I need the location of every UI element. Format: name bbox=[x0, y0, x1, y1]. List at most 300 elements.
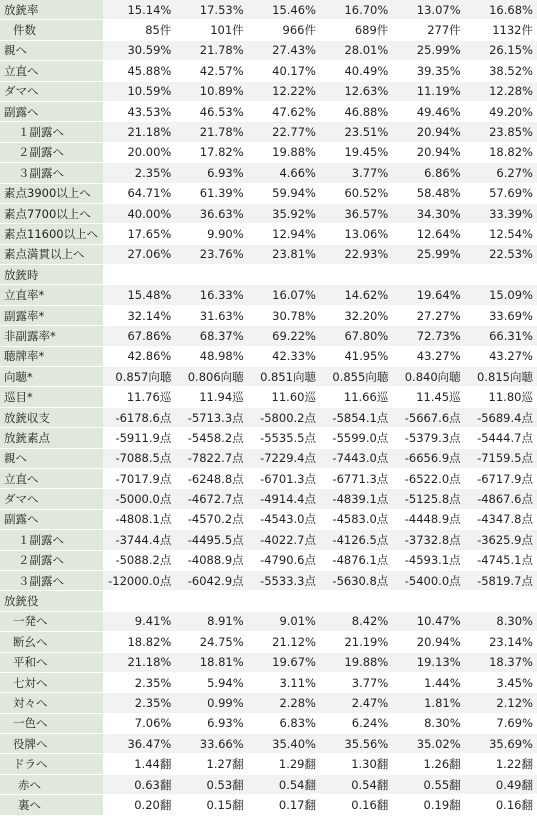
table-cell: 7.06% bbox=[134, 716, 172, 731]
table-row bbox=[0, 489, 537, 509]
table-cell: 21.78% bbox=[199, 43, 244, 58]
table-cell: 43.53% bbox=[127, 104, 172, 119]
table-cell bbox=[103, 265, 175, 284]
table-cell: 19.88% bbox=[344, 655, 389, 670]
table-row bbox=[0, 673, 537, 693]
table-cell: -4583.0点 bbox=[332, 512, 389, 527]
table-cell: 30.59% bbox=[127, 43, 172, 58]
table-cell: 36.57% bbox=[344, 206, 389, 221]
table-cell: -4088.9点 bbox=[187, 553, 244, 568]
table-cell: 23.51% bbox=[344, 125, 389, 140]
table-cell: -5444.7点 bbox=[477, 430, 533, 445]
table-row bbox=[0, 571, 537, 591]
table-cell: 21.12% bbox=[272, 634, 316, 649]
table-cell: 101件 bbox=[210, 23, 244, 38]
table-cell: -4022.7点 bbox=[260, 532, 316, 547]
table-cell: 0.63翻 bbox=[134, 777, 172, 792]
table-cell: 60.52% bbox=[344, 186, 389, 201]
table-cell: 31.63% bbox=[199, 308, 244, 323]
table-cell: 21.78% bbox=[199, 125, 244, 140]
table-cell: 17.65% bbox=[127, 226, 172, 241]
row-label: 平和へ bbox=[0, 653, 103, 672]
table-cell: -4570.2点 bbox=[187, 512, 244, 527]
table-cell: 11.76巡 bbox=[126, 390, 172, 405]
table-cell bbox=[320, 265, 392, 284]
table-cell: -4867.6点 bbox=[477, 492, 533, 507]
table-cell: -4672.7点 bbox=[187, 492, 244, 507]
table-cell: 1.29翻 bbox=[278, 757, 316, 772]
table-cell: 35.69% bbox=[489, 736, 533, 751]
row-label: 断幺へ bbox=[0, 632, 103, 651]
row-label: 放銃率 bbox=[0, 0, 103, 19]
table-cell: 5.94% bbox=[207, 675, 244, 690]
table-cell: 58.48% bbox=[416, 186, 461, 201]
table-row bbox=[0, 163, 537, 183]
table-cell: -12000.0点 bbox=[108, 573, 172, 588]
table-cell: 9.90% bbox=[207, 226, 244, 241]
row-label: 副露へ bbox=[0, 510, 103, 529]
table-cell: 0.16翻 bbox=[495, 797, 533, 812]
table-cell: 2.28% bbox=[279, 695, 316, 710]
table-cell: 42.86% bbox=[127, 349, 172, 364]
table-cell: -6248.8点 bbox=[187, 471, 244, 486]
table-cell: -6522.0点 bbox=[404, 471, 461, 486]
row-label: 七対へ bbox=[0, 673, 103, 692]
row-label: 一色へ bbox=[0, 714, 103, 733]
table-cell: 0.54翻 bbox=[351, 777, 389, 792]
table-cell: 15.09% bbox=[489, 288, 533, 303]
table-cell: 61.39% bbox=[199, 186, 244, 201]
table-cell: -4347.8点 bbox=[477, 512, 533, 527]
table-cell: -5800.2点 bbox=[260, 410, 316, 425]
table-cell: 46.53% bbox=[199, 104, 244, 119]
table-cell: -4914.4点 bbox=[260, 492, 316, 507]
table-cell: -5667.6点 bbox=[404, 410, 461, 425]
row-label: 件数 bbox=[0, 20, 103, 39]
table-cell: 7.69% bbox=[496, 716, 533, 731]
table-cell: -7159.5点 bbox=[477, 451, 533, 466]
table-cell: 10.89% bbox=[199, 84, 244, 99]
table-row bbox=[0, 0, 537, 20]
table-cell: 12.28% bbox=[489, 84, 533, 99]
table-cell: 18.81% bbox=[199, 655, 244, 670]
table-cell: 3.45% bbox=[496, 675, 533, 690]
table-cell: 1.81% bbox=[424, 695, 461, 710]
table-row bbox=[0, 245, 537, 265]
table-cell: 17.53% bbox=[199, 2, 244, 17]
table-cell: 966件 bbox=[282, 23, 316, 38]
table-row bbox=[0, 612, 537, 632]
row-label: ダマへ bbox=[0, 82, 103, 101]
table-cell: 8.30% bbox=[424, 716, 461, 731]
table-cell: 0.851向聴 bbox=[260, 369, 316, 384]
table-cell: 67.80% bbox=[344, 328, 389, 343]
row-label: 副露へ bbox=[0, 102, 103, 121]
table-cell: 10.47% bbox=[416, 614, 461, 629]
row-label: ドラへ bbox=[0, 754, 103, 773]
row-label: 放銃収支 bbox=[0, 408, 103, 427]
table-row bbox=[0, 143, 537, 163]
table-cell: -5125.8点 bbox=[404, 492, 461, 507]
row-label: １副露へ bbox=[0, 122, 103, 141]
table-cell: 8.30% bbox=[496, 614, 533, 629]
table-cell: 10.59% bbox=[127, 84, 172, 99]
row-label: 向聴* bbox=[0, 367, 103, 386]
table-cell: 32.20% bbox=[344, 308, 389, 323]
table-row bbox=[0, 82, 537, 102]
table-cell: 40.49% bbox=[344, 63, 389, 78]
table-cell: -7443.0点 bbox=[332, 451, 389, 466]
table-cell: 0.19翻 bbox=[423, 797, 461, 812]
table-cell: -6771.3点 bbox=[332, 471, 389, 486]
table-cell: 6.83% bbox=[279, 716, 316, 731]
table-cell: 16.68% bbox=[489, 2, 533, 17]
table-cell: 1.26翻 bbox=[423, 757, 461, 772]
table-row bbox=[0, 122, 537, 142]
table-cell: 25.99% bbox=[416, 43, 461, 58]
table-cell: 16.07% bbox=[272, 288, 316, 303]
table-row bbox=[0, 184, 537, 204]
row-label: 聴牌率* bbox=[0, 347, 103, 366]
row-label: 一発へ bbox=[0, 612, 103, 631]
table-cell: 1132件 bbox=[492, 23, 533, 38]
table-row bbox=[0, 714, 537, 734]
table-cell: 40.17% bbox=[272, 63, 316, 78]
table-cell: 8.91% bbox=[207, 614, 244, 629]
table-cell: -4790.6点 bbox=[260, 553, 316, 568]
table-row bbox=[0, 347, 537, 367]
row-label: ３副露へ bbox=[0, 571, 103, 590]
table-cell bbox=[175, 591, 247, 610]
table-cell: 19.64% bbox=[416, 288, 461, 303]
table-cell: -4839.1点 bbox=[332, 492, 389, 507]
table-cell: 40.00% bbox=[127, 206, 172, 221]
table-cell: 13.07% bbox=[416, 2, 461, 17]
table-cell: 33.39% bbox=[489, 206, 533, 221]
row-label: 対々へ bbox=[0, 693, 103, 712]
table-cell: 49.20% bbox=[489, 104, 533, 119]
table-cell: 11.60巡 bbox=[271, 390, 316, 405]
table-cell: 15.46% bbox=[272, 2, 316, 17]
table-row bbox=[0, 469, 537, 489]
table-cell: -7822.7点 bbox=[187, 451, 244, 466]
table-cell bbox=[248, 265, 320, 284]
table-cell: 24.75% bbox=[199, 634, 244, 649]
table-cell: -4876.1点 bbox=[332, 553, 389, 568]
table-cell: -5911.9点 bbox=[115, 430, 172, 445]
table-cell: 72.73% bbox=[416, 328, 461, 343]
row-label: ２副露へ bbox=[0, 143, 103, 162]
table-cell: 0.99% bbox=[207, 695, 244, 710]
row-label: 素点11600以上へ bbox=[0, 224, 103, 243]
table-cell: 69.22% bbox=[272, 328, 316, 343]
table-cell: 0.49翻 bbox=[495, 777, 533, 792]
table-cell: -7229.4点 bbox=[260, 451, 316, 466]
table-row bbox=[0, 551, 537, 571]
table-cell: 57.69% bbox=[489, 186, 533, 201]
row-label: 立直率* bbox=[0, 285, 103, 304]
table-cell: 43.27% bbox=[489, 349, 533, 364]
row-label: 素点満貫以上へ bbox=[0, 245, 103, 264]
table-row bbox=[0, 530, 537, 550]
table-cell: 689件 bbox=[354, 23, 389, 38]
table-row bbox=[0, 408, 537, 428]
table-cell: -5000.0点 bbox=[115, 492, 172, 507]
table-row bbox=[0, 387, 537, 407]
table-cell: 23.81% bbox=[272, 247, 316, 262]
table-cell: 68.37% bbox=[199, 328, 244, 343]
table-cell: 23.76% bbox=[199, 247, 244, 262]
table-cell: 21.18% bbox=[127, 655, 172, 670]
table-cell: -7017.9点 bbox=[115, 471, 172, 486]
table-cell: 6.93% bbox=[207, 716, 244, 731]
table-cell: -5689.4点 bbox=[477, 410, 533, 425]
table-cell: 18.37% bbox=[489, 655, 533, 670]
table-cell: 23.14% bbox=[489, 634, 533, 649]
table-row bbox=[0, 632, 537, 652]
table-cell: 35.40% bbox=[272, 736, 316, 751]
table-cell: 47.62% bbox=[272, 104, 316, 119]
row-label: ２副露へ bbox=[0, 551, 103, 570]
table-cell: 20.94% bbox=[416, 634, 461, 649]
table-cell: -3744.4点 bbox=[115, 532, 172, 547]
table-cell: 11.94巡 bbox=[199, 390, 244, 405]
table-cell: 6.86% bbox=[424, 165, 461, 180]
table-cell: 49.46% bbox=[416, 104, 461, 119]
table-cell: 35.02% bbox=[416, 736, 461, 751]
table-cell: -5854.1点 bbox=[332, 410, 389, 425]
table-cell: 11.19% bbox=[416, 84, 461, 99]
table-cell: 35.56% bbox=[344, 736, 389, 751]
table-row bbox=[0, 653, 537, 673]
table-cell: 66.31% bbox=[489, 328, 533, 343]
table-row bbox=[0, 224, 537, 244]
table-cell: 16.33% bbox=[199, 288, 244, 303]
table-cell: 19.67% bbox=[272, 655, 316, 670]
table-cell: 0.857向聴 bbox=[115, 369, 172, 384]
table-cell: 19.88% bbox=[272, 145, 316, 160]
table-cell: 27.06% bbox=[127, 247, 172, 262]
table-cell: 19.13% bbox=[416, 655, 461, 670]
table-cell: 6.93% bbox=[207, 165, 244, 180]
table-cell bbox=[103, 591, 175, 610]
table-cell: -6042.9点 bbox=[187, 573, 244, 588]
table-row bbox=[0, 61, 537, 81]
row-label: 立直へ bbox=[0, 61, 103, 80]
table-row bbox=[0, 306, 537, 326]
table-row bbox=[0, 367, 537, 387]
table-row bbox=[0, 41, 537, 61]
table-cell: -5379.3点 bbox=[404, 430, 461, 445]
row-label: 素点3900以上へ bbox=[0, 184, 103, 203]
table-cell bbox=[392, 265, 464, 284]
table-cell: 42.57% bbox=[199, 63, 244, 78]
table-cell: 0.815向聴 bbox=[477, 369, 533, 384]
table-cell: -5458.2点 bbox=[187, 430, 244, 445]
table-cell: 22.93% bbox=[344, 247, 389, 262]
table-cell: -3732.8点 bbox=[404, 532, 461, 547]
table-cell: 16.70% bbox=[344, 2, 389, 17]
row-label: 裏へ bbox=[0, 795, 103, 814]
table-cell: -5819.7点 bbox=[477, 573, 533, 588]
table-cell: 1.22翻 bbox=[495, 757, 533, 772]
table-row bbox=[0, 428, 537, 448]
table-cell: -4593.1点 bbox=[404, 553, 461, 568]
table-cell: 45.88% bbox=[127, 63, 172, 78]
table-cell: 20.94% bbox=[416, 145, 461, 160]
table-cell: 4.66% bbox=[279, 165, 316, 180]
table-cell: 64.71% bbox=[127, 186, 172, 201]
table-cell: 2.35% bbox=[134, 675, 172, 690]
table-row bbox=[0, 775, 537, 795]
table-row bbox=[0, 102, 537, 122]
table-cell: -4543.0点 bbox=[260, 512, 316, 527]
table-cell: 11.80巡 bbox=[488, 390, 533, 405]
table-cell: 22.77% bbox=[272, 125, 316, 140]
row-label: 放銃素点 bbox=[0, 428, 103, 447]
row-label: 立直へ bbox=[0, 469, 103, 488]
table-cell: 42.33% bbox=[272, 349, 316, 364]
table-row bbox=[0, 449, 537, 469]
table-cell: -6701.3点 bbox=[260, 471, 316, 486]
table-cell bbox=[465, 591, 537, 610]
table-cell: -4448.9点 bbox=[404, 512, 461, 527]
table-cell: 12.94% bbox=[272, 226, 316, 241]
table-cell: -3625.9点 bbox=[477, 532, 533, 547]
table-cell: -4745.1点 bbox=[477, 553, 533, 568]
table-cell: 2.12% bbox=[496, 695, 533, 710]
table-cell: 0.16翻 bbox=[351, 797, 389, 812]
row-label: 放銃時 bbox=[0, 265, 103, 284]
table-cell: 38.52% bbox=[489, 63, 533, 78]
row-label: 巡目* bbox=[0, 387, 103, 406]
table-cell: 1.44翻 bbox=[134, 757, 172, 772]
table-cell: 8.42% bbox=[351, 614, 389, 629]
table-cell: 26.15% bbox=[489, 43, 533, 58]
table-cell: 3.77% bbox=[351, 675, 389, 690]
table-cell: 0.54翻 bbox=[278, 777, 316, 792]
table-cell: -5713.3点 bbox=[187, 410, 244, 425]
table-cell: 2.35% bbox=[134, 695, 172, 710]
row-label: ３副露へ bbox=[0, 163, 103, 182]
table-cell: 2.47% bbox=[351, 695, 389, 710]
table-cell: 20.00% bbox=[127, 145, 172, 160]
table-row bbox=[0, 693, 537, 713]
table-cell: 41.95% bbox=[344, 349, 389, 364]
table-cell: 14.62% bbox=[344, 288, 389, 303]
table-cell: 1.27翻 bbox=[206, 757, 244, 772]
table-cell: 21.18% bbox=[127, 125, 172, 140]
table-cell: 43.27% bbox=[416, 349, 461, 364]
table-cell: 9.41% bbox=[134, 614, 172, 629]
table-cell: 11.45巡 bbox=[416, 390, 461, 405]
table-cell: 9.01% bbox=[279, 614, 316, 629]
table-cell: 15.14% bbox=[127, 2, 172, 17]
row-label: 非副露率* bbox=[0, 326, 103, 345]
table-cell: 6.24% bbox=[351, 716, 389, 731]
table-cell: 18.82% bbox=[127, 634, 172, 649]
row-label: 放銃役 bbox=[0, 591, 103, 610]
table-cell: 13.06% bbox=[344, 226, 389, 241]
table-row bbox=[0, 326, 537, 346]
table-cell: 28.01% bbox=[344, 43, 389, 58]
table-cell: 0.806向聴 bbox=[187, 369, 244, 384]
table-cell bbox=[392, 591, 464, 610]
table-cell: 27.43% bbox=[272, 43, 316, 58]
table-cell: -6656.9点 bbox=[404, 451, 461, 466]
table-cell: 39.35% bbox=[416, 63, 461, 78]
table-cell: 25.99% bbox=[416, 247, 461, 262]
table-row bbox=[0, 265, 537, 285]
table-cell: 0.15翻 bbox=[206, 797, 244, 812]
table-row bbox=[0, 591, 537, 611]
table-cell: 2.35% bbox=[134, 165, 172, 180]
row-label: 親へ bbox=[0, 41, 103, 60]
table-row bbox=[0, 734, 537, 754]
row-label: 赤へ bbox=[0, 775, 103, 794]
table-cell: -4126.5点 bbox=[332, 532, 389, 547]
row-label: １副露へ bbox=[0, 530, 103, 549]
table-cell: -6178.6点 bbox=[115, 410, 172, 425]
table-cell: 18.82% bbox=[489, 145, 533, 160]
table-cell: 12.22% bbox=[272, 84, 316, 99]
table-cell: 1.44% bbox=[424, 675, 461, 690]
table-cell bbox=[320, 591, 392, 610]
row-label: 役牌へ bbox=[0, 734, 103, 753]
table-cell: 12.54% bbox=[489, 226, 533, 241]
table-cell: -5535.5点 bbox=[260, 430, 316, 445]
table-cell: 12.63% bbox=[344, 84, 389, 99]
table-cell: 22.53% bbox=[489, 247, 533, 262]
table-row bbox=[0, 510, 537, 530]
table-cell: 35.92% bbox=[272, 206, 316, 221]
table-row bbox=[0, 204, 537, 224]
table-cell: 0.20翻 bbox=[134, 797, 172, 812]
table-cell: 23.85% bbox=[489, 125, 533, 140]
table-cell: 36.47% bbox=[127, 736, 172, 751]
table-cell: 277件 bbox=[427, 23, 461, 38]
table-cell bbox=[465, 265, 537, 284]
table-row bbox=[0, 795, 537, 815]
row-label: 素点7700以上へ bbox=[0, 204, 103, 223]
table-cell: 6.27% bbox=[496, 165, 533, 180]
table-cell: -5533.3点 bbox=[260, 573, 316, 588]
row-label: 親へ bbox=[0, 449, 103, 468]
table-cell: 0.55翻 bbox=[423, 777, 461, 792]
table-cell: -5088.2点 bbox=[115, 553, 172, 568]
table-cell: 0.53翻 bbox=[206, 777, 244, 792]
table-cell: 33.69% bbox=[489, 308, 533, 323]
table-cell: 17.82% bbox=[199, 145, 244, 160]
table-cell: -5400.0点 bbox=[404, 573, 461, 588]
table-cell: 11.66巡 bbox=[343, 390, 389, 405]
table-cell: 85件 bbox=[145, 23, 172, 38]
table-cell: -5630.8点 bbox=[332, 573, 389, 588]
table-cell: 3.11% bbox=[279, 675, 316, 690]
table-cell: 0.855向聴 bbox=[332, 369, 389, 384]
row-label: 副露率* bbox=[0, 306, 103, 325]
table-cell: 33.66% bbox=[199, 736, 244, 751]
table-cell: 19.45% bbox=[344, 145, 389, 160]
table-row bbox=[0, 754, 537, 774]
table-cell: 20.94% bbox=[416, 125, 461, 140]
table-cell: 32.14% bbox=[127, 308, 172, 323]
table-cell: 0.17翻 bbox=[278, 797, 316, 812]
table-cell bbox=[175, 265, 247, 284]
table-cell: 36.63% bbox=[199, 206, 244, 221]
table-cell: 12.64% bbox=[416, 226, 461, 241]
table-cell: 59.94% bbox=[272, 186, 316, 201]
